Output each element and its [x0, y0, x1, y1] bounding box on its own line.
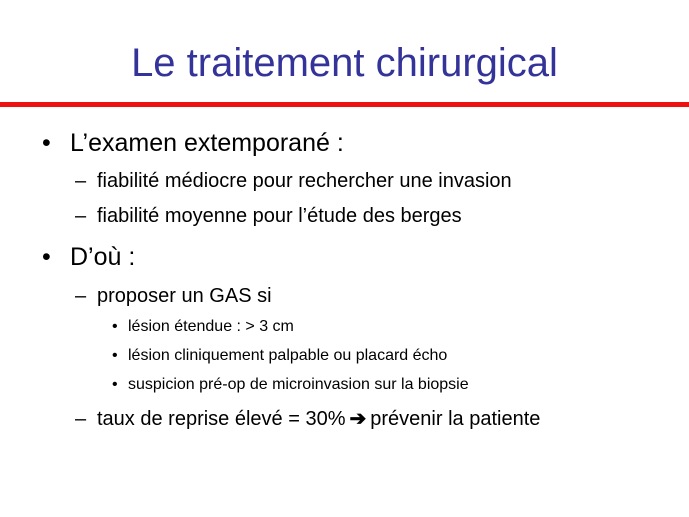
arrow-right-icon: ➔: [349, 408, 367, 430]
dash-marker: –: [75, 170, 87, 192]
sub-item-text: [97, 407, 540, 431]
sub-item: [75, 407, 675, 431]
bullet-item: [42, 242, 642, 272]
sub-item-text: fiabilité moyenne pour l’étude des berges: [97, 205, 462, 227]
sub-sub-item: [112, 375, 672, 395]
sub-sub-item-text: lésion étendue : > 3 cm: [128, 318, 294, 335]
bullet-text: D’où :: [70, 243, 136, 271]
bullet-text: L’examen extemporané :: [70, 129, 344, 157]
sub-sub-item: [112, 317, 672, 337]
sub-sub-item: [112, 346, 672, 366]
dash-marker: –: [75, 408, 87, 430]
bullet-marker: •: [42, 243, 51, 271]
sub-item: [75, 169, 675, 193]
bullet-marker: •: [112, 347, 118, 364]
reprise-rate-text: taux de reprise élevé = 30%: [97, 408, 346, 430]
dash-marker: –: [75, 285, 87, 307]
sub-item: [75, 284, 675, 308]
slide-title: Le traitement chirurgical: [131, 41, 558, 85]
sub-item: [75, 204, 675, 228]
title-underline: [0, 102, 689, 107]
sub-sub-item-text: suspicion pré-op de microinvasion sur la biopsie: [128, 376, 469, 393]
sub-item-text: fiabilité médiocre pour rechercher une invasion: [97, 170, 512, 192]
bullet-item: [42, 128, 642, 158]
warn-patient-text: prévenir la patiente: [370, 408, 541, 430]
bullet-marker: •: [42, 129, 51, 157]
bullet-marker: •: [112, 376, 118, 393]
dash-marker: –: [75, 205, 87, 227]
sub-sub-item-text: lésion cliniquement palpable ou placard écho: [128, 347, 448, 364]
bullet-marker: •: [112, 318, 118, 335]
sub-item-text: proposer un GAS si: [97, 285, 272, 307]
